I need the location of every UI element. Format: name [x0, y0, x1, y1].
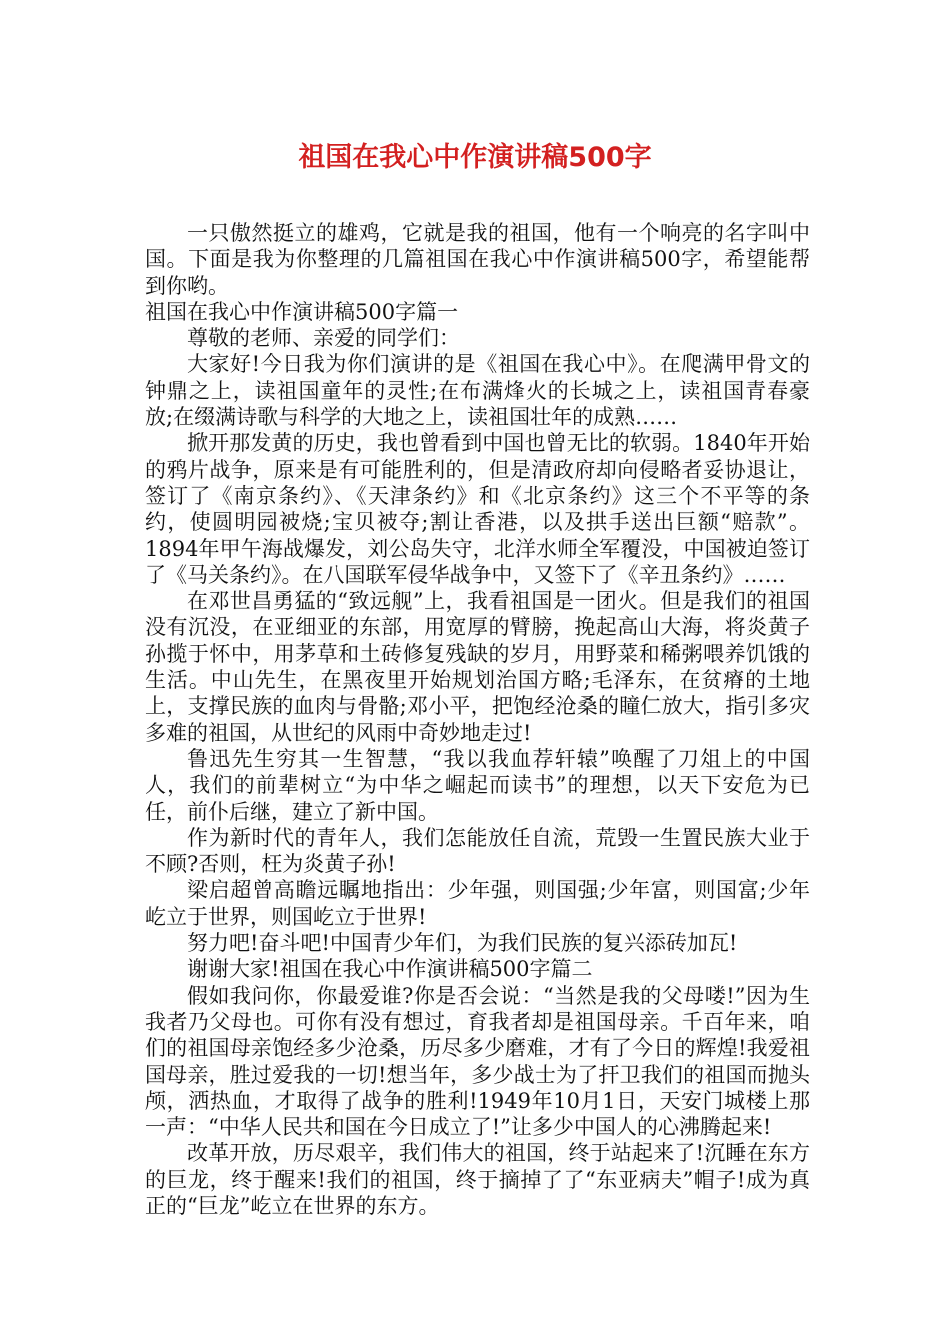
paragraph: 祖国在我心中作演讲稿500字篇一	[145, 299, 459, 324]
paragraph: 在邓世昌勇猛的“致远舰”上，我看祖国是一团火。但是我们的祖国没有沉没，在亚细亚的东部，用宽厚的臂膀，挽起高山大海，将炎黄子孙揽于怀中，用茅草和土砖修复残缺的岁月，用野菜和稀粥喂养饥饿的生活。中山先生，在黑夜里开始规划治国方略;毛泽东，在贫瘠的土地上，支撑民族的血肉与骨骼;邓小平，把饱经沧桑的瞳仁放大，指引多灾多难的祖国，从世纪的风雨中奇妙地走过!	[145, 589, 810, 745]
paragraph: 作为新时代的青年人，我们怎能放任自流，荒毁一生置民族大业于不顾?否则，枉为炎黄子孙!	[145, 825, 810, 877]
document-body	[145, 220, 810, 1219]
paragraph: 掀开那发黄的历史，我也曾看到中国也曾无比的软弱。1840年开始的鸦片战争，原来是有可能胜利的，但是清政府却向侵略者妥协退让，签订了《南京条约》、《天津条约》和《北京条约》这三个不平等的条约，使圆明园被烧;宝贝被夺;割让香港，以及拱手送出巨额“赔款”。1894年甲午海战爆发，刘公岛失守，北洋水师全军覆没，中国被迫签订了《马关条约》。在八国联军侵华战争中，又签下了《辛丑条约》……	[145, 431, 810, 587]
paragraph: 改革开放，历尽艰辛，我们伟大的祖国，终于站起来了!沉睡在东方的巨龙，终于醒来!我们的祖国，终于摘掉了了“东亚病夫”帽子!成为真正的“巨龙”屹立在世界的东方。	[145, 1141, 810, 1218]
paragraph: 谢谢大家!祖国在我心中作演讲稿500字篇二	[187, 957, 593, 982]
paragraph: 鲁迅先生穷其一生智慧，“我以我血荐轩辕”唤醒了刀俎上的中国人，我们的前辈树立“为中华之崛起而读书”的理想，以天下安危为已任，前仆后继，建立了新中国。	[145, 746, 810, 824]
paragraph: 努力吧!奋斗吧!中国青少年们，为我们民族的复兴添砖加瓦!	[187, 931, 738, 956]
paragraph: 大家好!今日我为你们演讲的是《祖国在我心中》。在爬满甲骨文的钟鼎之上，读祖国童年的灵性;在布满烽火的长城之上，读祖国青春豪放;在缀满诗歌与科学的大地之上，读祖国壮年的成熟……	[145, 352, 810, 430]
paragraph: 梁启超曾高瞻远瞩地指出：少年强，则国强;少年富，则国富;少年屹立于世界，则国屹立于世界!	[145, 878, 810, 929]
paragraph: 尊敬的老师、亲爱的同学们：	[187, 326, 460, 351]
document-title: 祖国在我心中作演讲稿500字	[298, 142, 652, 173]
paragraph: 假如我问你，你最爱谁?你是否会说：“当然是我的父母喽!”因为生我者乃父母也。可你有没有想过，育我者却是祖国母亲。千百年来，咱们的祖国母亲饱经多少沧桑，历尽多少磨难，才有了今日的辉煌!我爱祖国母亲，胜过爱我的一切!想当年，多少战士为了扞卫我们的祖国而抛头颅，洒热血，才取得了战争的胜利!1949年10月1日，天安门城楼上那一声：“中华人民共和国在今日成立了!”让多少中国人的心沸腾起来!	[145, 983, 810, 1140]
paragraph: 一只傲然挺立的雄鸡，它就是我的祖国，他有一个响亮的名字叫中国。下面是我为你整理的几篇祖国在我心中作演讲稿500字，希望能帮到你哟。	[145, 221, 810, 298]
